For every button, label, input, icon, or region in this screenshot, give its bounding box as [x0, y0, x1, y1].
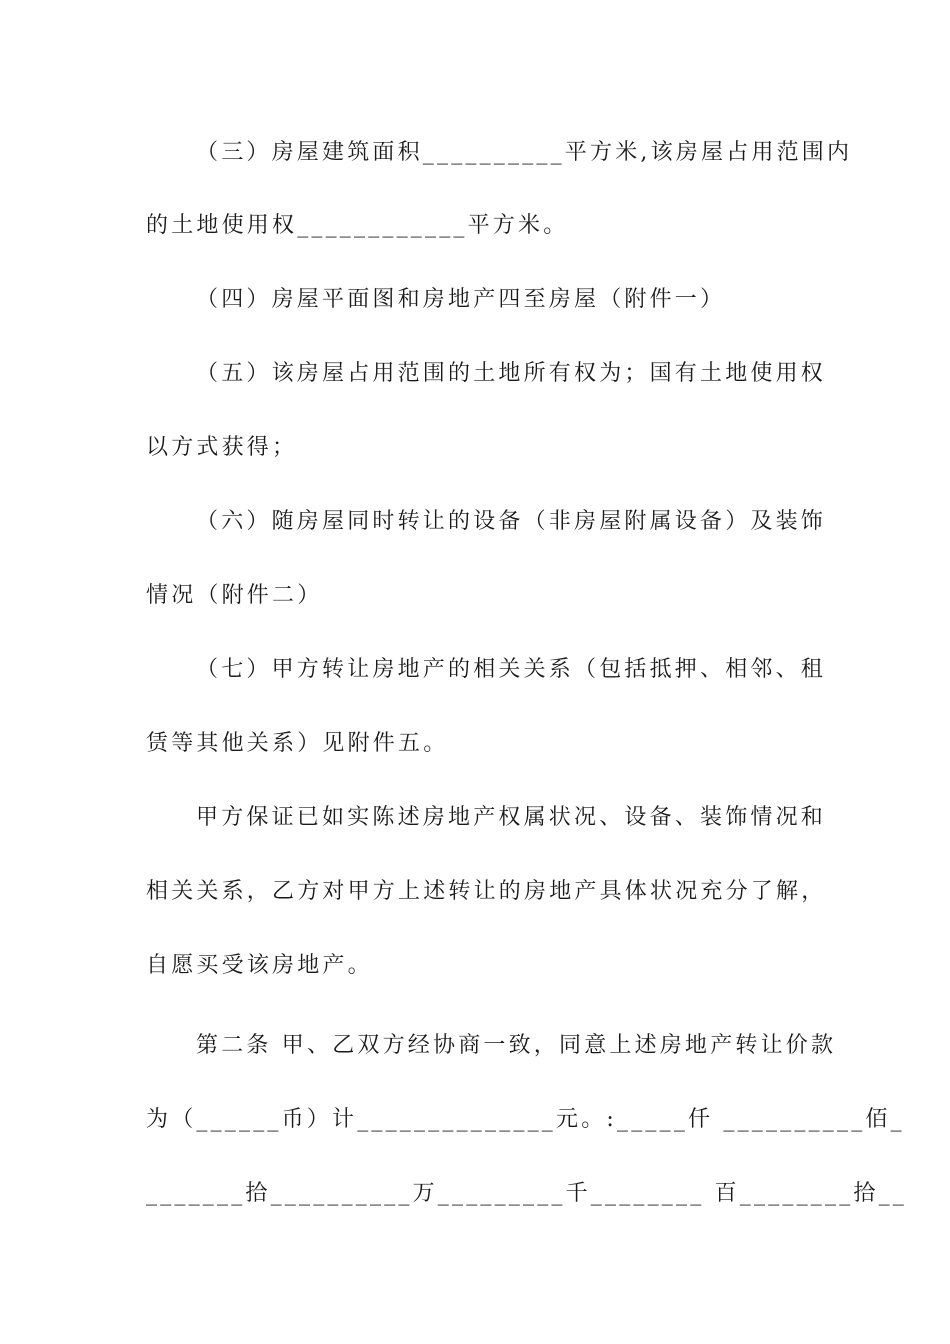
article-2-line-2: 为（______币）计______________元。:_____仟 __________佰_	[146, 1107, 905, 1132]
article-2-line-1: 第二条 甲、乙双方经协商一致，同意上述房地产转让价款	[196, 1033, 837, 1058]
article-2-line-3: _______拾__________万_________千________ 百________拾__	[146, 1181, 907, 1206]
clause-6-line-2: 情况（附件二）	[146, 583, 323, 608]
guarantee-paragraph-line-3: 自愿买受该房地产。	[146, 953, 373, 978]
clause-5-line-1: （五）该房屋占用范围的土地所有权为；国有土地使用权	[196, 361, 827, 386]
clause-3-line-2: 的土地使用权____________平方米。	[146, 213, 569, 238]
guarantee-paragraph-line-2: 相关关系，乙方对甲方上述转让的房地产具体状况充分了解，	[146, 879, 827, 904]
clause-3-line-1: （三）房屋建筑面积__________平方米,该房屋占用范围内	[196, 140, 853, 165]
clause-4-line-1: （四）房屋平面图和房地产四至房屋（附件一）	[196, 287, 726, 312]
guarantee-paragraph-line-1: 甲方保证已如实陈述房地产权属状况、设备、装饰情况和	[196, 805, 827, 830]
clause-6-line-1: （六）随房屋同时转让的设备（非房屋附属设备）及装饰	[196, 509, 827, 534]
clause-7-line-2: 赁等其他关系）见附件五。	[146, 731, 449, 756]
clause-7-line-1: （七）甲方转让房地产的相关关系（包括抵押、相邻、租	[196, 657, 827, 682]
clause-5-line-2: 以方式获得；	[146, 435, 298, 460]
